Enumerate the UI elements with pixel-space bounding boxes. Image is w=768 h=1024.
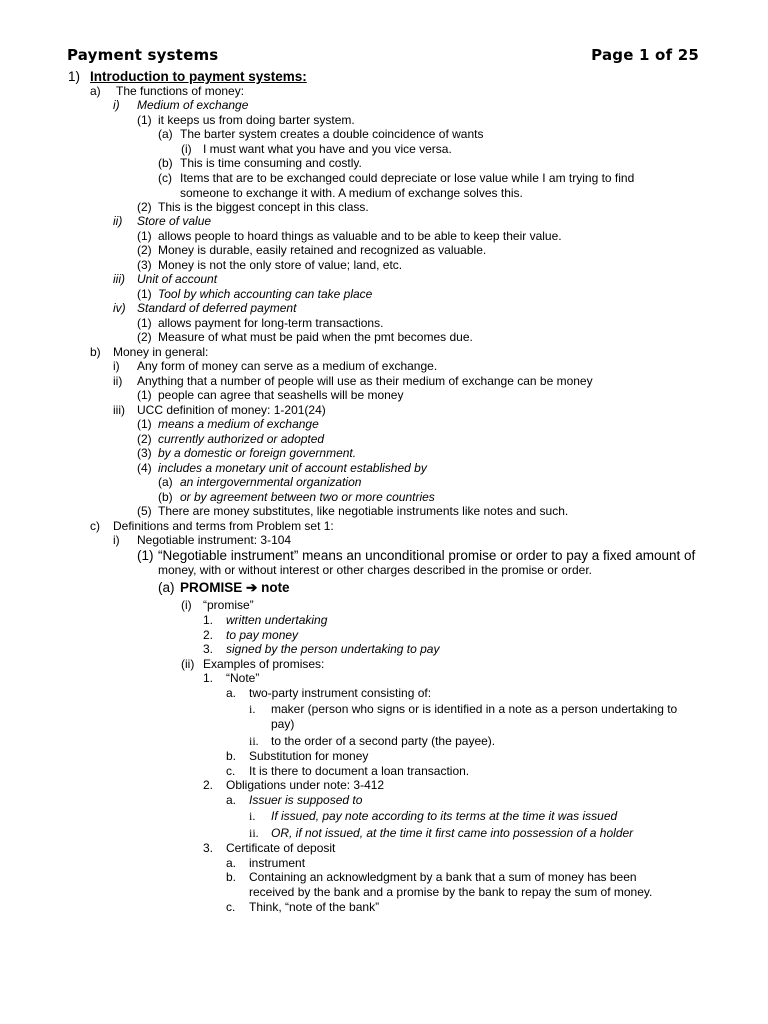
outline-label: ii. <box>249 826 259 840</box>
outline-text: Introduction to payment systems: <box>90 69 307 84</box>
outline-label: c. <box>226 764 236 778</box>
outline-label: (1) <box>137 417 152 431</box>
outline-text: Negotiable instrument: 3-104 <box>137 533 292 547</box>
outline-text: people can agree that seashells will be money <box>158 388 404 402</box>
outline-label: b) <box>90 345 101 359</box>
outline-text: to the order of a second party (the payee). <box>271 734 496 748</box>
outline-text: received by the bank and a promise by the bank to repay the sum of money. <box>249 885 653 899</box>
outline-label: 1) <box>68 69 81 84</box>
outline-text: Items that are to be exchanged could depreciate or lose value while I am trying to find <box>180 171 635 185</box>
outline-text: Definitions and terms from Problem set 1: <box>113 519 334 533</box>
outline-text: Substitution for money <box>249 749 369 763</box>
outline-text: This is the biggest concept in this class. <box>158 200 369 214</box>
outline-text: maker (person who signs or is identified in a note as a person undertaking to <box>271 702 678 716</box>
outline-label: (c) <box>158 171 172 185</box>
outline-text: Anything that a number of people will use as their medium of exchange can be money <box>137 374 593 388</box>
outline-text: Think, “note of the bank” <box>249 900 380 914</box>
outline-text: Standard of deferred payment <box>137 301 297 315</box>
outline-text: instrument <box>249 856 306 870</box>
outline-label: c) <box>90 519 100 533</box>
page-number: Page 1 of 25 <box>591 46 699 64</box>
outline-text: or by agreement between two or more countries <box>180 490 435 504</box>
outline-text: Medium of exchange <box>137 98 249 112</box>
outline-label: (b) <box>158 156 173 170</box>
outline-text: It is there to document a loan transaction. <box>249 764 470 778</box>
outline-label: iv) <box>113 301 126 315</box>
outline-label: (i) <box>181 142 192 156</box>
outline-text: someone to exchange it with. A medium of exchange solves this. <box>180 186 523 200</box>
outline-label: (5) <box>137 504 152 518</box>
outline-text: UCC definition of money: 1-201(24) <box>137 403 326 417</box>
outline-text: Issuer is supposed to <box>249 793 363 807</box>
outline-text: PROMISE ➔ note <box>180 580 290 595</box>
outline-text: written undertaking <box>226 613 328 627</box>
outline-label: (1) <box>137 548 154 563</box>
outline-label: (a) <box>158 475 173 489</box>
outline-text: Containing an acknowledgment by a bank that a sum of money has been <box>249 870 637 884</box>
outline-label: (1) <box>137 229 152 243</box>
outline-text: means a medium of exchange <box>158 417 319 431</box>
outline-text: OR, if not issued, at the time it first came into possession of a holder <box>271 826 634 840</box>
outline-label: a. <box>226 793 237 807</box>
outline-label: i. <box>249 702 256 716</box>
outline-text: includes a monetary unit of account established by <box>158 461 427 475</box>
outline-suffix: : <box>302 69 307 84</box>
outline-label: (3) <box>137 446 152 460</box>
outline-label: a. <box>226 856 237 870</box>
outline-label: (ii) <box>181 657 195 671</box>
outline-label: 2. <box>203 778 214 792</box>
outline-text: money, with or without interest or other charges described in the promise or order. <box>158 563 592 577</box>
outline-label: i) <box>113 533 120 547</box>
outline-text: The barter system creates a double coincidence of wants <box>180 127 484 141</box>
outline-text: currently authorized or adopted <box>158 432 325 446</box>
outline-label: (1) <box>137 388 152 402</box>
outline-text: to pay money <box>226 628 299 642</box>
outline-text: Money is not the only store of value; land, etc. <box>158 258 403 272</box>
outline-label: 3. <box>203 642 214 656</box>
outline-text: Measure of what must be paid when the pmt becomes due. <box>158 330 473 344</box>
outline-text: Store of value <box>137 214 212 228</box>
outline-label: a) <box>90 84 101 98</box>
outline-text: “promise” <box>203 598 254 612</box>
outline-text: Tool by which accounting can take place <box>158 287 373 301</box>
outline-label: (1) <box>137 287 152 301</box>
outline-label: (i) <box>181 598 192 612</box>
outline-text: two-party instrument consisting of: <box>249 686 432 700</box>
outline-text: it keeps us from doing barter system. <box>158 113 355 127</box>
outline-label: ii. <box>249 734 259 748</box>
outline-label: ii) <box>113 214 123 228</box>
outline-text: Money is durable, easily retained and recognized as valuable. <box>158 243 487 257</box>
outline-label: (a) <box>158 127 173 141</box>
outline-label: (4) <box>137 461 152 475</box>
document-title: Payment systems <box>67 46 219 64</box>
outline-text: Money in general: <box>113 345 209 359</box>
outline-label: a. <box>226 686 237 700</box>
outline-label: (a) <box>158 580 175 595</box>
outline-text: by a domestic or foreign government. <box>158 446 357 460</box>
outline-label: (1) <box>137 113 152 127</box>
outline-text: There are money substitutes, like negotiable instruments like notes and such. <box>158 504 569 518</box>
outline-label: b. <box>226 870 237 884</box>
outline-label: iii) <box>113 403 125 417</box>
outline-label: (1) <box>137 316 152 330</box>
outline-label: b. <box>226 749 237 763</box>
outline-label: (3) <box>137 258 152 272</box>
outline-text: I must want what you have and you vice versa. <box>203 142 452 156</box>
outline-label: (2) <box>137 432 152 446</box>
outline-text: Unit of account <box>137 272 218 286</box>
outline-label: i) <box>113 359 120 373</box>
outline-label: 1. <box>203 671 214 685</box>
outline-text: “Negotiable instrument” means an unconditional promise or order to pay a fixed amount of <box>158 548 696 563</box>
outline-text: signed by the person undertaking to pay <box>226 642 440 656</box>
outline-label: i. <box>249 809 256 823</box>
outline-text: “Note” <box>226 671 260 685</box>
outline-label: (2) <box>137 330 152 344</box>
outline-label: c. <box>226 900 236 914</box>
outline-label: 1. <box>203 613 214 627</box>
outline-label: ii) <box>113 374 123 388</box>
outline-label: 3. <box>203 841 214 855</box>
outline-text: allows payment for long-term transactions. <box>158 316 384 330</box>
outline-label: 2. <box>203 628 214 642</box>
outline-text: Certificate of deposit <box>226 841 336 855</box>
outline-text: This is time consuming and costly. <box>180 156 362 170</box>
outline-label: i) <box>113 98 120 112</box>
outline-text: allows people to hoard things as valuable and to be able to keep their value. <box>158 229 562 243</box>
outline-text: Any form of money can serve as a medium of exchange. <box>137 359 438 373</box>
outline-text: an intergovernmental organization <box>180 475 362 489</box>
outline-text: pay) <box>271 717 295 731</box>
outline-label: iii) <box>113 272 125 286</box>
outline-text: The functions of money: <box>116 84 245 98</box>
outline-label: (2) <box>137 243 152 257</box>
outline-text: If issued, pay note according to its terms at the time it was issued <box>271 809 618 823</box>
outline-label: (b) <box>158 490 173 504</box>
outline-label: (2) <box>137 200 152 214</box>
outline-text: Obligations under note: 3-412 <box>226 778 385 792</box>
outline-text: Examples of promises: <box>203 657 325 671</box>
